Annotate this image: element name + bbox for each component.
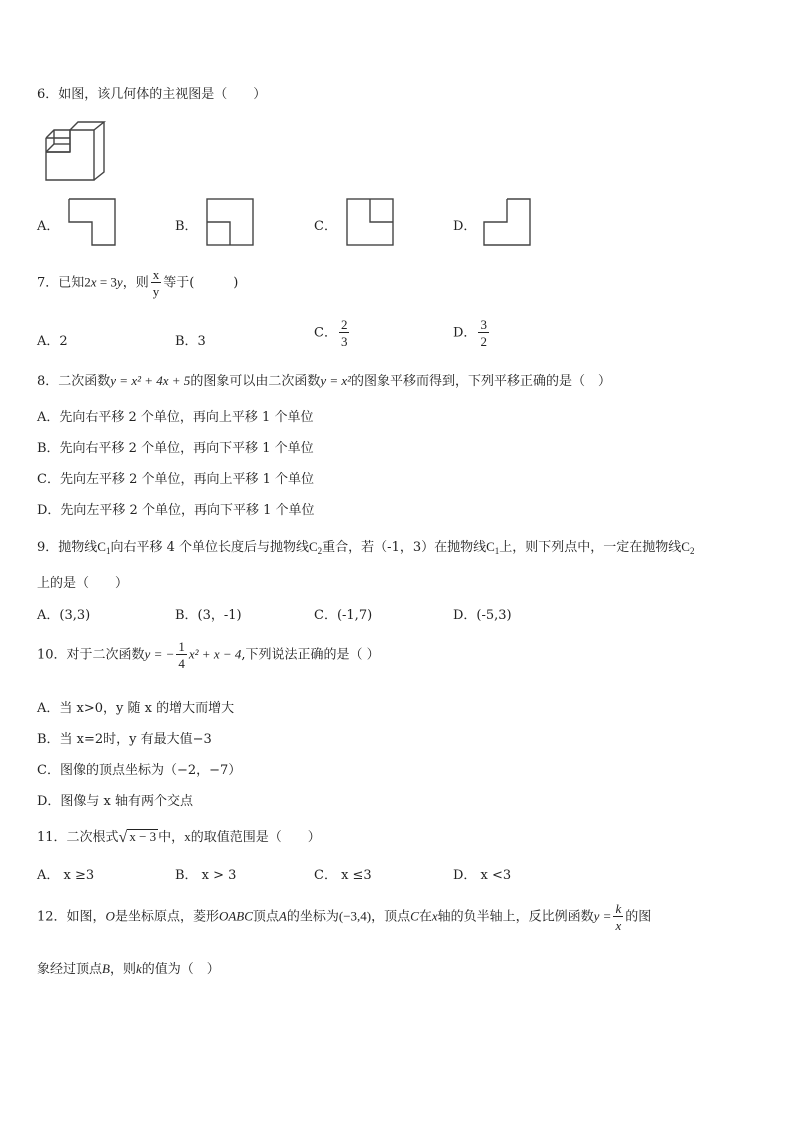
q12-stem-line2: 象经过顶点B，则k的值为（ ） [37, 961, 220, 977]
q10-option-a[interactable]: A．当 x>0，y 随 x 的增大而增大 [37, 701, 235, 716]
q6-option-b-view-icon [206, 198, 256, 248]
q10-fraction: $\frac{1}{4}$ [178, 639, 185, 671]
q9-stem-line2: 上的是（ ） [37, 576, 129, 591]
q7-fraction: $\frac{x}{y}$ [152, 267, 160, 299]
q8-option-d[interactable]: D．先向左平移 2 个单位，再向下平移 1 个单位 [37, 503, 315, 518]
q6-option-d-label[interactable]: D． [453, 219, 477, 234]
q9-stem: 9．抛物线$C_1$向右平移 4 个单位长度后与抛物线$C_2$重合，若（-1，3）在抛物线$C_1$上，则下列点中，一定在抛物线$C_2$ [37, 539, 695, 556]
q6-option-a-label[interactable]: A． [37, 219, 60, 234]
q8-option-a[interactable]: A．先向右平移 2 个单位，再向上平移 1 个单位 [37, 410, 314, 425]
q6-option-a-view-icon [68, 198, 118, 248]
q8-stem: 8．二次函数y = x² + 4x + 5的图象可以由二次函数y = x²的图象平移而得到，下列平移正确的是（ ） [37, 373, 612, 389]
q8-option-c[interactable]: C．先向左平移 2 个单位，再向上平移 1 个单位 [37, 472, 315, 487]
q10-option-c[interactable]: C．图像的顶点坐标为（−2，−7） [37, 763, 242, 778]
q11-stem: 11．二次根式√ x − 3 中，x的取值范围是（ ） [37, 829, 321, 846]
q6-option-c-label[interactable]: C． [314, 219, 337, 234]
q7-option-b[interactable]: B．3 [175, 334, 206, 349]
q9-option-b[interactable]: B．(3，-1) [175, 608, 242, 623]
q6-stem: 6．如图，该几何体的主视图是（ ） [37, 87, 267, 102]
q6-option-b-label[interactable]: B． [175, 219, 198, 234]
q9-option-a[interactable]: A．(3,3) [37, 608, 91, 623]
q11-option-c[interactable]: C． x ≤3 [314, 868, 372, 883]
q12-fraction: $\frac{k}{x}$ [615, 901, 622, 933]
q6-option-d-view-icon [483, 198, 533, 248]
q9-option-d[interactable]: D．(-5,3) [453, 608, 512, 623]
q7-option-a[interactable]: A．2 [37, 334, 68, 349]
q7-option-d[interactable]: D． $\frac{3}{2}$ [453, 317, 487, 349]
q6-solid-figure [40, 116, 110, 184]
q9-option-c[interactable]: C．(-1,7) [314, 608, 373, 623]
q8-option-b[interactable]: B．先向右平移 2 个单位，再向下平移 1 个单位 [37, 441, 314, 456]
radical-sign: √ [118, 829, 128, 846]
q11-option-d[interactable]: D． x <3 [453, 868, 512, 883]
q7-stem: 7．已知2x = 3y，则 $\frac{x}{y}$ 等于( ) [37, 267, 239, 299]
q11-option-a[interactable]: A． x ≥3 [37, 868, 95, 883]
q11-radicand: x − 3 [129, 829, 157, 844]
q6-option-c-view-icon [346, 198, 396, 248]
q7-option-c[interactable]: C． $\frac{2}{3}$ [314, 317, 348, 349]
q12-stem: 12．如图，O是坐标原点，菱形OABC顶点A的坐标为(−3,4)，顶点C在x轴的负半轴上，反比例函数y = $\frac{k}{x}$ 的图 [37, 901, 652, 933]
q10-option-b[interactable]: B．当 x=2时，y 有最大值−3 [37, 732, 212, 747]
q11-option-b[interactable]: B． x > 3 [175, 868, 237, 883]
q10-option-d[interactable]: D．图像与 x 轴有两个交点 [37, 794, 194, 809]
q10-stem: 10．对于二次函数y = − $\frac{1}{4}$ x² + x − 4,下列说法正确的是（ ） [37, 639, 380, 671]
